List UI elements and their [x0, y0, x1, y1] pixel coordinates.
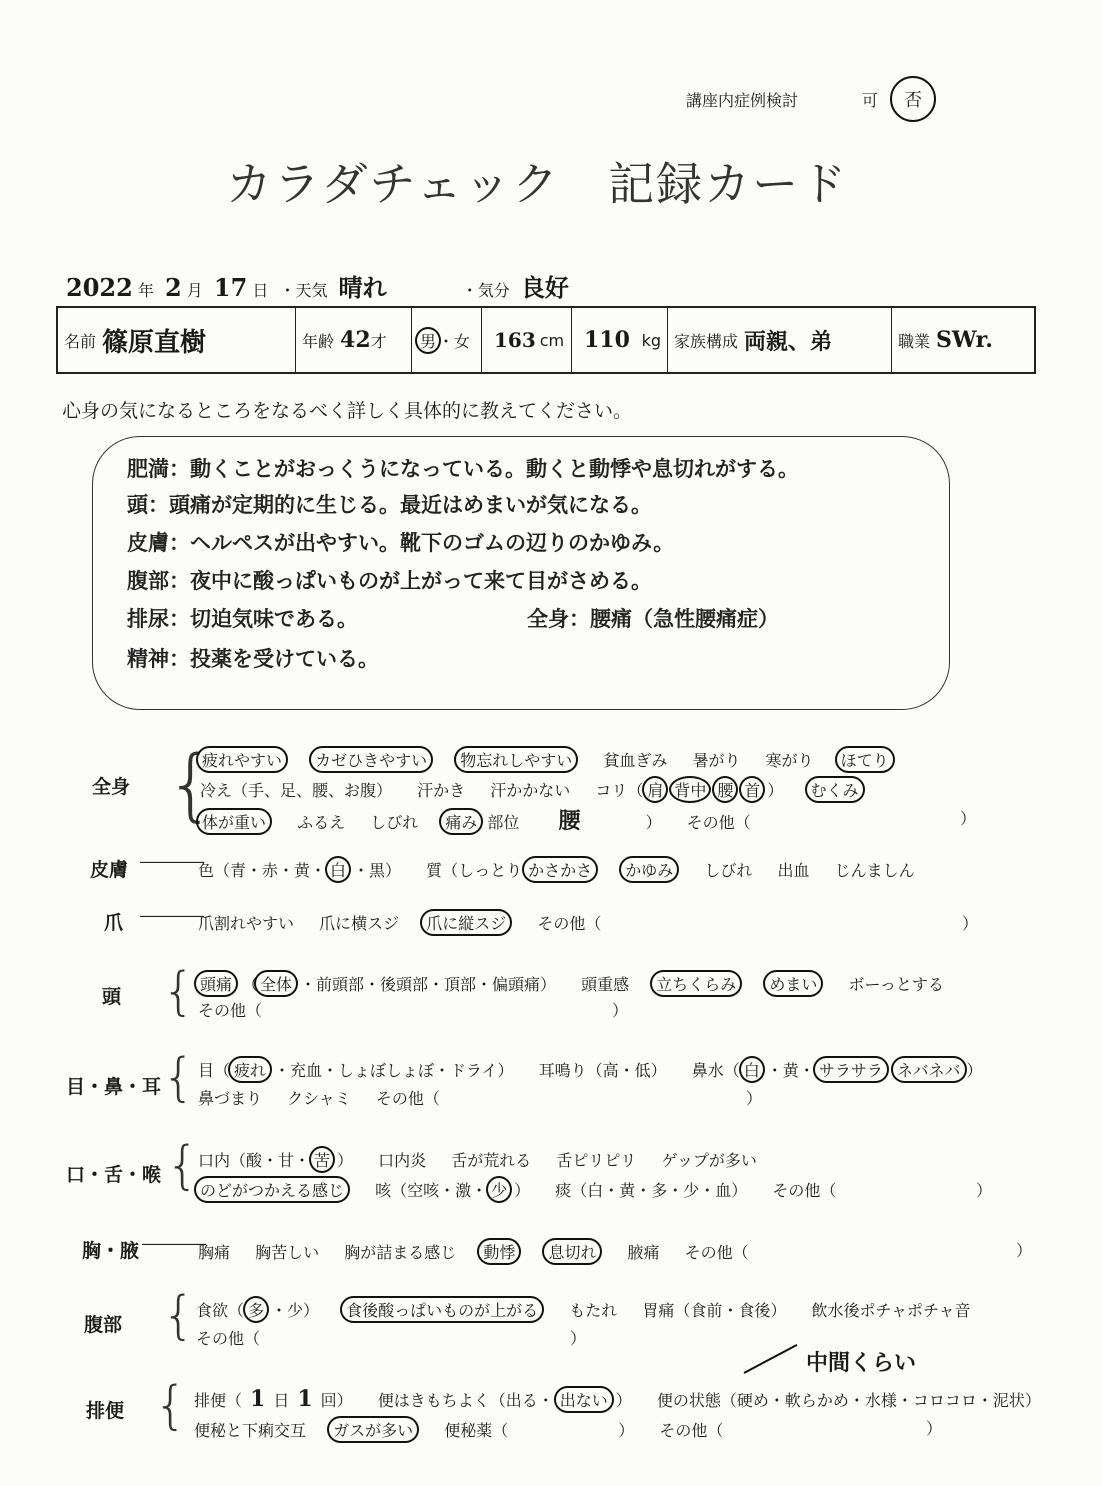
item-circled: 全体 — [254, 970, 298, 997]
age-label: 年齢 — [302, 331, 335, 351]
close-paren: ） — [976, 1181, 993, 1200]
item: 便秘と下痢交互 — [194, 1421, 307, 1440]
dash-line: ―――― — [142, 1234, 206, 1253]
brace: { — [154, 1376, 188, 1436]
item-circled: 多 — [243, 1296, 269, 1323]
hifu-row — [198, 856, 935, 883]
dash-line: ―――― — [140, 906, 204, 925]
item-circled: 苦 — [309, 1146, 335, 1173]
category-mehanamimi: 目・鼻・耳 — [66, 1076, 162, 1098]
item-circled: サラサラ — [813, 1056, 889, 1083]
weight-value: 110 — [584, 327, 630, 353]
item-circled: 疲れ — [228, 1056, 272, 1083]
name-value: 篠原直樹 — [102, 327, 207, 358]
item: 排便（ — [194, 1391, 243, 1410]
item: 胸が詰まる感じ — [344, 1243, 457, 1262]
item: 鼻づまり — [198, 1089, 263, 1108]
item: もたれ — [569, 1301, 618, 1320]
zenshin-row-2 — [200, 776, 885, 803]
annotation-arrow — [744, 1344, 798, 1374]
item: 部位 — [487, 813, 520, 832]
item: その他（ — [375, 1089, 440, 1108]
item-circled: 頭痛 — [194, 970, 238, 997]
item-circled: 白 — [325, 856, 351, 883]
day-unit: 日 — [252, 281, 269, 300]
age-cell — [296, 308, 412, 372]
judge-ok: 可 — [862, 91, 879, 110]
item: ・少） — [271, 1301, 320, 1320]
item: 目（ — [198, 1061, 231, 1080]
close-paren: ） — [612, 1001, 629, 1020]
item: コリ（ — [595, 781, 644, 800]
item: ） — [514, 1181, 531, 1200]
mood-label: ・気分 — [461, 281, 510, 300]
close-paren: ） — [1016, 1241, 1033, 1260]
sex-female: 女 — [454, 331, 471, 351]
zenshin-row-1 — [200, 746, 915, 773]
item: 食欲（ — [196, 1301, 245, 1320]
memo-line: 腹部：夜中に酸っぱいものが上がって来て目がさめる。 — [127, 568, 652, 593]
item-circled: 肩 — [642, 776, 668, 803]
item: 汗かかない — [490, 781, 571, 800]
handwritten-value: 腰 — [558, 808, 581, 834]
item-circled: 動悸 — [477, 1238, 521, 1265]
brace: { — [166, 1136, 200, 1196]
item: その他（ — [537, 914, 602, 933]
mood-value: 良好 — [520, 273, 569, 302]
judge-ng-circled: 否 — [890, 76, 936, 122]
item: 質（しっとり — [426, 861, 523, 880]
item: しびれ — [370, 813, 419, 832]
item: 色（青・赤・黄・ — [198, 861, 327, 880]
item: 回） — [320, 1391, 353, 1410]
item-circled: めまい — [763, 970, 823, 997]
item: その他（ — [196, 1329, 261, 1348]
mune-row — [198, 1238, 769, 1265]
category-hifu: 皮膚 — [90, 859, 129, 881]
prompt-text: 心身の気になるところをなるべく詳しく具体的に教えてください。 — [62, 400, 633, 422]
item-circled: 息切れ — [542, 1238, 602, 1265]
item-circled: ほてり — [835, 746, 895, 773]
category-haiben: 排便 — [86, 1400, 125, 1422]
item: 便秘薬（ — [444, 1421, 509, 1440]
item-circled: むくみ — [805, 776, 865, 803]
item: ボーっとする — [848, 975, 944, 994]
date-line — [66, 268, 569, 303]
item: その他（ — [659, 1421, 724, 1440]
year-unit: 年 — [137, 281, 154, 300]
category-tsume: 爪 — [104, 912, 124, 934]
item-circled: 背中 — [669, 776, 711, 803]
item: 鼻水（ — [691, 1061, 740, 1080]
item-circled: 物忘れしやすい — [454, 746, 578, 773]
item-circled: 少 — [486, 1176, 512, 1203]
item: ） — [618, 1421, 635, 1440]
atama-row-2 — [198, 998, 282, 1021]
item: 耳鳴り（高・低） — [538, 1061, 667, 1080]
item: クシャミ — [287, 1089, 351, 1108]
year-value: 2022 — [66, 273, 133, 302]
close-paren: ） — [962, 914, 979, 933]
job-cell — [892, 308, 1034, 372]
close-paren: ） — [960, 809, 977, 828]
item-circled: 出ない — [554, 1386, 614, 1413]
memo-line: 精神：投薬を受けている。 — [127, 646, 379, 671]
memo-line: 頭：頭痛が定期的に生じる。最近はめまいが気になる。 — [127, 492, 652, 517]
item: その他（ — [684, 1243, 749, 1262]
item: ） — [767, 781, 784, 800]
item: 舌が荒れる — [451, 1151, 532, 1170]
item: ） — [645, 813, 662, 832]
item: 汗かき — [417, 781, 466, 800]
memo-line: 全身：腰痛（急性腰痛症） — [527, 606, 779, 631]
mehanamimi-row-1 — [198, 1056, 1003, 1083]
family-value: 両親、弟 — [744, 328, 833, 355]
item: ・黒） — [353, 861, 402, 880]
item: 腋痛 — [627, 1243, 660, 1262]
close-paren: ） — [746, 1089, 763, 1108]
item-circled: 立ちくらみ — [650, 970, 742, 997]
item: ・充血・しょぼしょぼ・ドライ） — [274, 1061, 514, 1080]
close-paren: ） — [926, 1419, 943, 1438]
weight-unit: kg — [641, 330, 661, 350]
mehanamimi-row-2 — [198, 1086, 460, 1109]
item: 飲水後ポチャポチャ音 — [811, 1301, 971, 1320]
age-value: 42 — [340, 327, 371, 353]
height-unit: cm — [539, 330, 565, 350]
item: 便はきもちよく（出る・ — [377, 1391, 554, 1410]
item: ・前頭部・後頭部・頂部・偏頭痛） — [300, 975, 557, 994]
item: 便の状態（硬め・軟らかめ・水様・コロコロ・泥状） — [656, 1391, 1041, 1410]
job-value: SWr. — [936, 327, 993, 353]
name-cell — [58, 308, 296, 372]
item-circled: カゼひきやすい — [309, 746, 433, 773]
page-title: カラダチェック 記録カード — [226, 157, 849, 211]
weight-cell — [572, 308, 668, 372]
weather-value: 晴れ — [338, 273, 387, 302]
item: ゲップが多い — [661, 1151, 757, 1170]
item: 爪割れやすい — [198, 914, 295, 933]
zenshin-row-3 — [200, 804, 771, 835]
handwritten-value: 1 — [297, 1386, 313, 1412]
item: 冷え（手、足、腰、お腹） — [200, 781, 393, 800]
name-label: 名前 — [64, 331, 97, 351]
sex-cell — [412, 308, 482, 372]
item: 出血 — [777, 861, 810, 880]
item: 爪に横スジ — [319, 914, 400, 933]
item-circled: ガスが多い — [327, 1416, 419, 1443]
day-value: 17 — [213, 273, 248, 302]
item-circled: 体が重い — [196, 808, 272, 835]
memo-line: 排尿：切迫気味である。 — [127, 606, 358, 631]
item-circled: かさかさ — [522, 856, 598, 883]
item: 痰（白・黄・多・少・血） — [555, 1181, 748, 1200]
sex-separator: ・ — [438, 331, 455, 351]
item-circled: 痛み — [439, 808, 483, 835]
month-unit: 月 — [186, 281, 203, 300]
haiben-row-2 — [194, 1416, 743, 1443]
family-label: 家族構成 — [674, 331, 739, 351]
fukubu-row-2 — [196, 1326, 280, 1349]
item: 口内（酸・甘・ — [198, 1151, 311, 1170]
item: ） — [337, 1151, 354, 1170]
item-circled: 首 — [739, 776, 765, 803]
brace: { — [162, 1048, 196, 1108]
item: 胃痛（食前・食後） — [642, 1301, 787, 1320]
item: じんましん — [834, 861, 915, 880]
memo-box — [92, 436, 950, 710]
handwritten-annotation: 中間くらい — [806, 1350, 917, 1376]
item: 頭重感 — [581, 975, 630, 994]
dash-line: ―――― — [140, 852, 204, 871]
item: その他（ — [772, 1181, 837, 1200]
kuchi-row-1 — [198, 1146, 777, 1173]
haiben-row-1 — [194, 1386, 1061, 1413]
category-kuchi: 口・舌・喉 — [66, 1164, 162, 1186]
category-zenshin: 全身 — [92, 776, 131, 798]
tsume-row — [198, 909, 621, 936]
header-note: 講座内症例検討 — [686, 91, 799, 110]
item-circled: 疲れやすい — [196, 746, 288, 773]
item: 日 — [273, 1391, 290, 1410]
item: 胸苦しい — [255, 1243, 320, 1262]
item: その他（ — [686, 813, 751, 832]
item: （ — [242, 975, 259, 994]
item: 貧血ぎみ — [603, 751, 668, 770]
item: 暑がり — [692, 751, 741, 770]
item: その他（ — [198, 1001, 263, 1020]
atama-row-1 — [198, 970, 964, 997]
handwritten-value: 1 — [250, 1386, 266, 1412]
category-atama: 頭 — [102, 986, 122, 1008]
fukubu-row-1 — [196, 1296, 991, 1323]
close-paren: ） — [570, 1329, 587, 1348]
item-circled: ネバネバ — [891, 1056, 967, 1083]
height-cell — [482, 308, 572, 372]
month-value: 2 — [165, 273, 182, 302]
item: ） — [615, 1391, 632, 1410]
sex-male-circled: 男 — [415, 327, 441, 354]
category-mune: 胸・腋 — [82, 1240, 140, 1262]
item-circled: 腰 — [712, 776, 738, 803]
item: ・黄・ — [766, 1061, 815, 1080]
brace: { — [162, 1286, 196, 1346]
item-circled: 食後酸っぱいものが上がる — [340, 1296, 544, 1323]
item-circled: かゆみ — [619, 856, 679, 883]
item: 咳（空咳・激・ — [375, 1181, 488, 1200]
item: 胸痛 — [198, 1243, 231, 1262]
family-cell — [668, 308, 892, 372]
job-label: 職業 — [898, 331, 931, 351]
item: ふるえ — [297, 813, 346, 832]
item: 舌ピリピリ — [556, 1151, 637, 1170]
item: しびれ — [704, 861, 753, 880]
item: 口内炎 — [378, 1151, 427, 1170]
category-fukubu: 腹部 — [84, 1314, 123, 1336]
item: ） — [966, 1061, 983, 1080]
memo-line: 肥満：動くことがおっくうになっている。動くと動悸や息切れがする。 — [127, 456, 799, 481]
height-value: 163 — [494, 328, 536, 352]
memo-line: 皮膚：ヘルペスが出やすい。靴下のゴムの辺りのかゆみ。 — [127, 530, 675, 555]
weather-label: ・天気 — [279, 281, 328, 300]
item-circled: 白 — [739, 1056, 765, 1083]
item-circled: 爪に縦スジ — [420, 909, 512, 936]
brace: { — [162, 962, 196, 1022]
profile-table — [56, 306, 1036, 374]
item-circled: のどがつかえる感じ — [194, 1176, 350, 1203]
item: 寒がり — [765, 751, 814, 770]
brace: { — [166, 740, 216, 830]
kuchi-row-2 — [198, 1176, 856, 1203]
age-unit: 才 — [370, 331, 387, 351]
